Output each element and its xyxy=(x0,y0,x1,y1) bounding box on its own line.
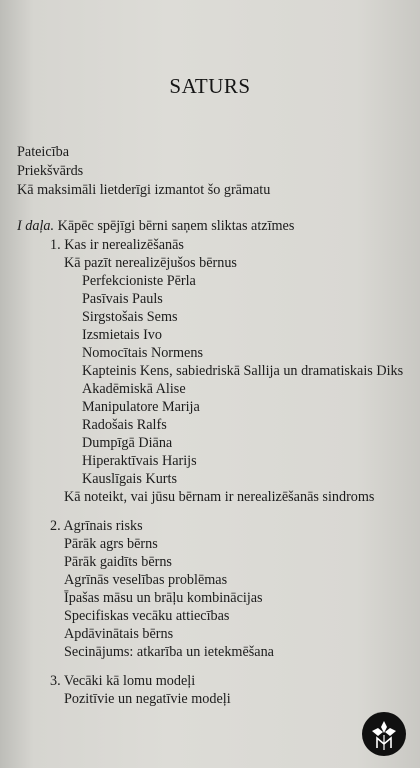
toc-item: Kapteinis Kens, sabiedriskā Sallija un dramatiskais Diks xyxy=(82,363,404,379)
toc-item: Akadēmiskā Alise xyxy=(82,381,186,397)
watermark-logo-icon xyxy=(362,712,406,756)
toc-item: Īpašas māsu un brāļu kombinācijas xyxy=(64,590,263,606)
toc-chapter-3: 3. Vecāki kā lomu modeļi xyxy=(50,673,196,689)
toc-item: Manipulatore Marija xyxy=(82,399,200,415)
part-label: I daļa. xyxy=(17,218,55,234)
toc-item: Agrīnās veselības problēmas xyxy=(64,572,228,588)
toc-item: Kauslīgais Kurts xyxy=(82,471,177,487)
toc-entry-acknowledgements: Pateicība xyxy=(17,144,69,160)
toc-entry-preface: Priekšvārds xyxy=(17,163,84,179)
toc-item: Apdāvinātais bērns xyxy=(64,626,174,642)
page-title: SATURS xyxy=(169,74,251,98)
toc-item: Pārāk agrs bērns xyxy=(64,536,158,552)
toc-chapter-2: 2. Agrīnais risks xyxy=(50,518,143,534)
toc-item: Perfekcioniste Pērla xyxy=(82,273,196,289)
toc-item: Pārāk gaidīts bērns xyxy=(64,554,172,570)
toc-item: Pozitīvie un negatīvie modeļi xyxy=(64,691,231,707)
part-title: Kāpēc spējīgi bērni saņem sliktas atzīmes xyxy=(57,218,295,234)
toc-item: Pasīvais Pauls xyxy=(82,291,163,307)
toc-item: Hiperaktīvais Harijs xyxy=(82,453,197,469)
toc-chapter-1: 1. Kas ir nerealizēšanās xyxy=(50,237,184,253)
toc-entry-how-to-use: Kā maksimāli lietderīgi izmantot šo grāmatu xyxy=(17,182,271,198)
toc-section-syndrome: Kā noteikt, vai jūsu bērnam ir nerealizēšanās sindroms xyxy=(64,489,375,505)
toc-item: Dumpīgā Diāna xyxy=(82,435,173,451)
toc-item: Radošais Ralfs xyxy=(82,417,167,433)
toc-part-heading xyxy=(17,217,294,235)
show-through-text xyxy=(300,0,420,768)
toc-item: Specifiskas vecāku attiecības xyxy=(64,608,230,624)
toc-item: Secinājums: atkarība un ietekmēšana xyxy=(64,644,274,660)
toc-item: Sirgstošais Sems xyxy=(82,309,178,325)
toc-item: Nomocītais Normens xyxy=(82,345,203,361)
toc-section-identify: Kā pazīt nerealizējušos bērnus xyxy=(64,255,237,271)
toc-item: Izsmietais Ivo xyxy=(82,327,162,343)
